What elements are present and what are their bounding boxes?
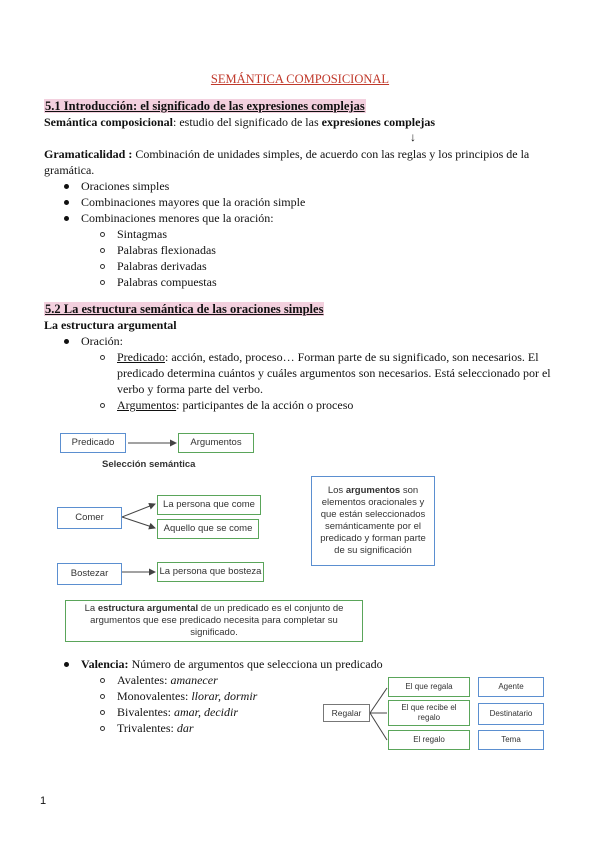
list-item: Valencia: Número de argumentos que selecciona un predicado (64, 657, 383, 672)
circle-bullet-icon (100, 694, 105, 699)
section-5-2-heading: 5.2 La estructura semántica de las oraciones simples (45, 302, 324, 316)
list-item: Combinaciones menores que la oración: (64, 211, 274, 226)
persona-come-box: La persona que come (157, 495, 261, 515)
sub-list-item: Palabras derivadas (100, 259, 207, 274)
page-number: 1 (40, 795, 47, 807)
list-item: Oración: (64, 334, 123, 349)
gramaticalidad-line-2: gramática. (44, 163, 95, 177)
section-5-1-heading: 5.1 Introducción: el significado de las expresiones complejas (45, 99, 365, 113)
sub-list-item: Palabras flexionadas (100, 243, 216, 258)
sub-list-item: Predicado: acción, estado, proceso… Forman parte de su significado, son necesarios. El (100, 350, 539, 365)
sub-list-item: Trivalentes: dar (100, 721, 194, 736)
destinatario-box: Destinatario (478, 703, 544, 725)
que-recibe-box: El que recibe el regalo (388, 700, 470, 726)
argumentos-note: Los argumentos son elementos oracionales y que están seleccionados semánticamente por el predicado y forman parte de su significación (311, 476, 435, 566)
que-regala-box: El que regala (388, 677, 470, 697)
circle-bullet-icon (100, 726, 105, 731)
circle-bullet-icon (100, 678, 105, 683)
aquello-box: Aquello que se come (157, 519, 259, 539)
down-arrow-icon: ↓ (410, 130, 416, 144)
regalo-box: El regalo (388, 730, 470, 750)
sub-list-item: Sintagmas (100, 227, 167, 242)
sub-list-item: Avalentes: amanecer (100, 673, 218, 688)
persona-bosteza-box: La persona que bosteza (157, 562, 264, 582)
line-regalar-3 (370, 713, 387, 740)
definition-line: Semántica composicional: estudio del significado de las expresiones complejas (44, 115, 436, 129)
sub-list-item: Argumentos: participantes de la acción o proceso (100, 398, 353, 413)
line-regalar-1 (370, 688, 387, 713)
arrow-comer-aquello (122, 517, 155, 528)
tema-box: Tema (478, 730, 544, 750)
agente-box: Agente (478, 677, 544, 697)
predicado-box: Predicado (60, 433, 126, 453)
gramaticalidad-line: Gramaticalidad : Combinación de unidades simples, de acuerdo con las reglas y los principios de la (44, 147, 530, 161)
predicado-line-3: verbo y forma parte del verbo. (117, 382, 263, 396)
sub-heading: La estructura argumental (44, 318, 177, 332)
arrow-comer-persona (122, 504, 155, 517)
comer-box: Comer (57, 507, 122, 529)
sub-list-item: Palabras compuestas (100, 275, 217, 290)
sub-list-item: Monovalentes: llorar, dormir (100, 689, 257, 704)
predicado-line-2: predicado determina cuántos y cuáles argumentos son necesarios. Está seleccionado por el (117, 366, 551, 380)
circle-bullet-icon (100, 710, 105, 715)
argumentos-box: Argumentos (178, 433, 254, 453)
estructura-definition: La estructura argumental de un predicado es el conjunto de argumentos que ese predicado necesita para completar su significado. (65, 600, 363, 642)
page-title: SEMÁNTICA COMPOSICIONAL (210, 72, 390, 86)
seleccion-label: Selección semántica (102, 459, 196, 470)
list-item: Combinaciones mayores que la oración simple (64, 195, 305, 210)
regalar-box: Regalar (323, 704, 370, 722)
sub-list-item: Bivalentes: amar, decidir (100, 705, 238, 720)
bostezar-box: Bostezar (57, 563, 122, 585)
bullet-icon (64, 662, 69, 667)
list-item: Oraciones simples (64, 179, 169, 194)
